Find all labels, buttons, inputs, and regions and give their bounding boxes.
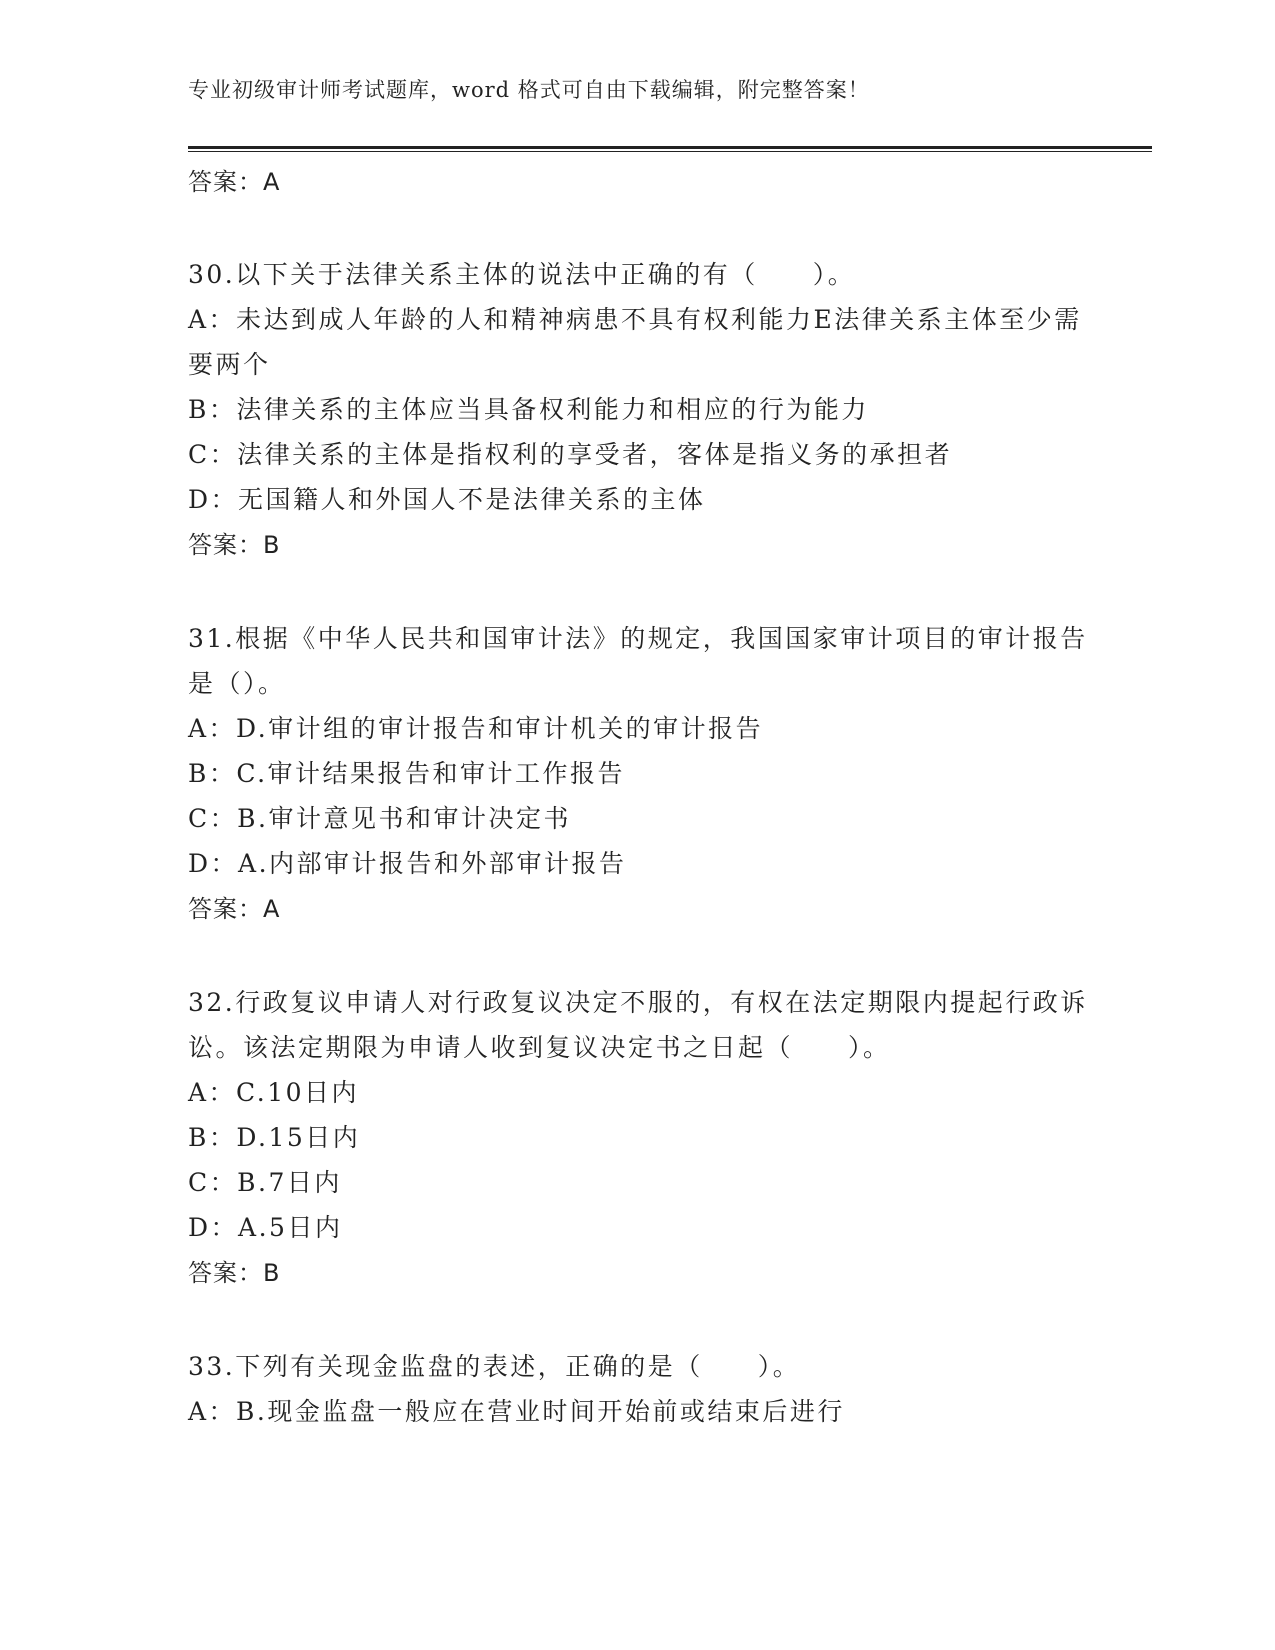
- option-d: D：A.内部审计报告和外部审计报告: [188, 849, 627, 878]
- question-stem: 32.行政复议申请人对行政复议决定不服的，有权在法定期限内提起行政诉讼。该法定期限为申请人收到复议决定书之日起（ ）。: [188, 988, 1088, 1062]
- option-d: D：A.5日内: [188, 1213, 343, 1242]
- question-answer: 答案：B: [188, 531, 281, 559]
- option-b: B：法律关系的主体应当具备权利能力和相应的行为能力: [188, 395, 869, 424]
- option-a: A：D.审计组的审计报告和审计机关的审计报告: [188, 714, 764, 743]
- option-c: C：B.7日内: [188, 1168, 342, 1197]
- question-30: [188, 252, 1088, 568]
- option-d: D：无国籍人和外国人不是法律关系的主体: [188, 485, 706, 514]
- header-divider-thick: [188, 146, 1152, 149]
- question-list: [188, 160, 1088, 1434]
- question-33: [188, 1344, 1088, 1434]
- question-stem: 31.根据《中华人民共和国审计法》的规定，我国国家审计项目的审计报告是（）。: [188, 624, 1088, 698]
- header-divider-thin: [188, 151, 1152, 152]
- question-answer: 答案：B: [188, 1259, 281, 1287]
- option-c: C：法律关系的主体是指权利的享受者，客体是指义务的承担者: [188, 440, 953, 469]
- page-header: 专业初级审计师考试题库，word 格式可自由下载编辑，附完整答案！: [188, 78, 870, 102]
- option-c: C：B.审计意见书和审计决定书: [188, 804, 571, 833]
- question-stem: 30.以下关于法律关系主体的说法中正确的有（ ）。: [188, 260, 856, 289]
- option-a: A：C.10日内: [188, 1078, 360, 1107]
- question-stem: 33.下列有关现金监盘的表述，正确的是（ ）。: [188, 1352, 801, 1381]
- option-a: A：B.现金监盘一般应在营业时间开始前或结束后进行: [188, 1397, 845, 1426]
- option-b: B：C.审计结果报告和审计工作报告: [188, 759, 626, 788]
- question-answer: 答案：A: [188, 895, 281, 923]
- question-31: [188, 616, 1088, 932]
- question-32: [188, 980, 1088, 1296]
- previous-answer: 答案：A: [188, 168, 281, 196]
- option-a: A：未达到成人年龄的人和精神病患不具有权利能力E法律关系主体至少需要两个: [188, 305, 1082, 379]
- option-b: B：D.15日内: [188, 1123, 361, 1152]
